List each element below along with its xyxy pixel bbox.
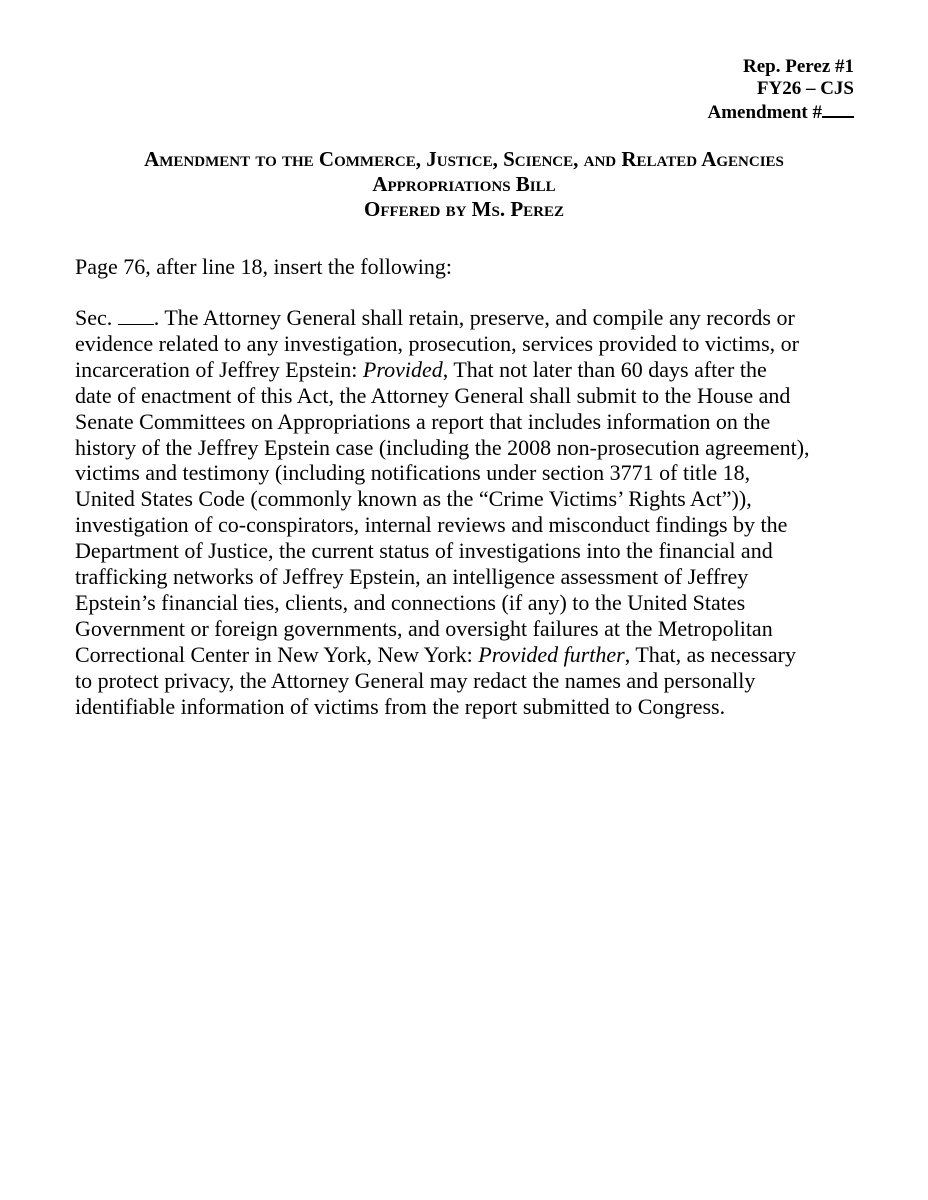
body-line-14-a: Correctional Center in New York, New York:: [75, 641, 479, 667]
amendment-body: [75, 305, 865, 720]
title-line-3: Offered by Ms. Perez: [363, 197, 564, 221]
body-line-14-b: , That, as necessary: [624, 641, 796, 667]
provided-further-italic: Provided further: [478, 641, 625, 667]
body-line-11: trafficking networks of Jeffrey Epstein, an intelligence assessment of Jeffrey: [75, 564, 749, 590]
body-line-13: Government or foreign governments, and oversight failures at the Metropolitan: [75, 615, 773, 641]
body-line-14: [75, 642, 865, 668]
body-line-3-a: incarceration of Jeffrey Epstein:: [75, 356, 363, 382]
body-line-6: history of the Jeffrey Epstein case (including the 2008 non-prosecution agreement),: [75, 434, 810, 460]
body-line-2: evidence related to any investigation, prosecution, services provided to victims, or: [75, 330, 799, 356]
title-line-2: Appropriations Bill: [372, 172, 556, 196]
body-line-1-text: . The Attorney General shall retain, preserve, and compile any records or: [153, 305, 795, 330]
body-line-15: to protect privacy, the Attorney General may redact the names and personally: [75, 667, 756, 693]
body-line-5: Senate Committees on Appropriations a report that includes information on the: [75, 408, 771, 434]
insertion-instruction: Page 76, after line 18, insert the following:: [75, 254, 452, 279]
body-line-16: identifiable information of victims from the report submitted to Congress.: [75, 693, 726, 719]
body-line-10: Department of Justice, the current status of investigations into the financial and: [75, 538, 773, 564]
body-line-1: [75, 305, 865, 331]
body-line-12: Epstein’s financial ties, clients, and connections (if any) to the United States: [75, 589, 746, 615]
section-number-blank: [118, 307, 154, 325]
body-line-7: victims and testimony (including notifications under section 3771 of title 18,: [75, 460, 751, 486]
body-line-4: date of enactment of this Act, the Attorney General shall submit to the House and: [75, 382, 791, 408]
amendment-number-prefix: Amendment #: [707, 102, 822, 123]
amendment-number-label: [707, 100, 854, 124]
body-line-3-b: , That not later than 60 days after the: [442, 356, 767, 382]
body-line-3: [75, 357, 865, 383]
amendment-header: [707, 56, 854, 124]
provided-italic: Provided: [362, 356, 443, 382]
sponsor-label: Rep. Perez #1: [743, 56, 854, 77]
bill-label: FY26 – CJS: [756, 78, 854, 99]
section-prefix: Sec.: [75, 305, 118, 330]
amendment-number-blank: [822, 100, 854, 118]
amendment-title: [0, 147, 928, 222]
body-line-9: investigation of co-conspirators, internal reviews and misconduct findings by the: [75, 512, 788, 538]
body-line-8: United States Code (commonly known as the “Crime Victims’ Rights Act”)),: [75, 486, 752, 512]
title-line-1: Amendment to the Commerce, Justice, Science, and Related Agencies: [144, 147, 784, 171]
